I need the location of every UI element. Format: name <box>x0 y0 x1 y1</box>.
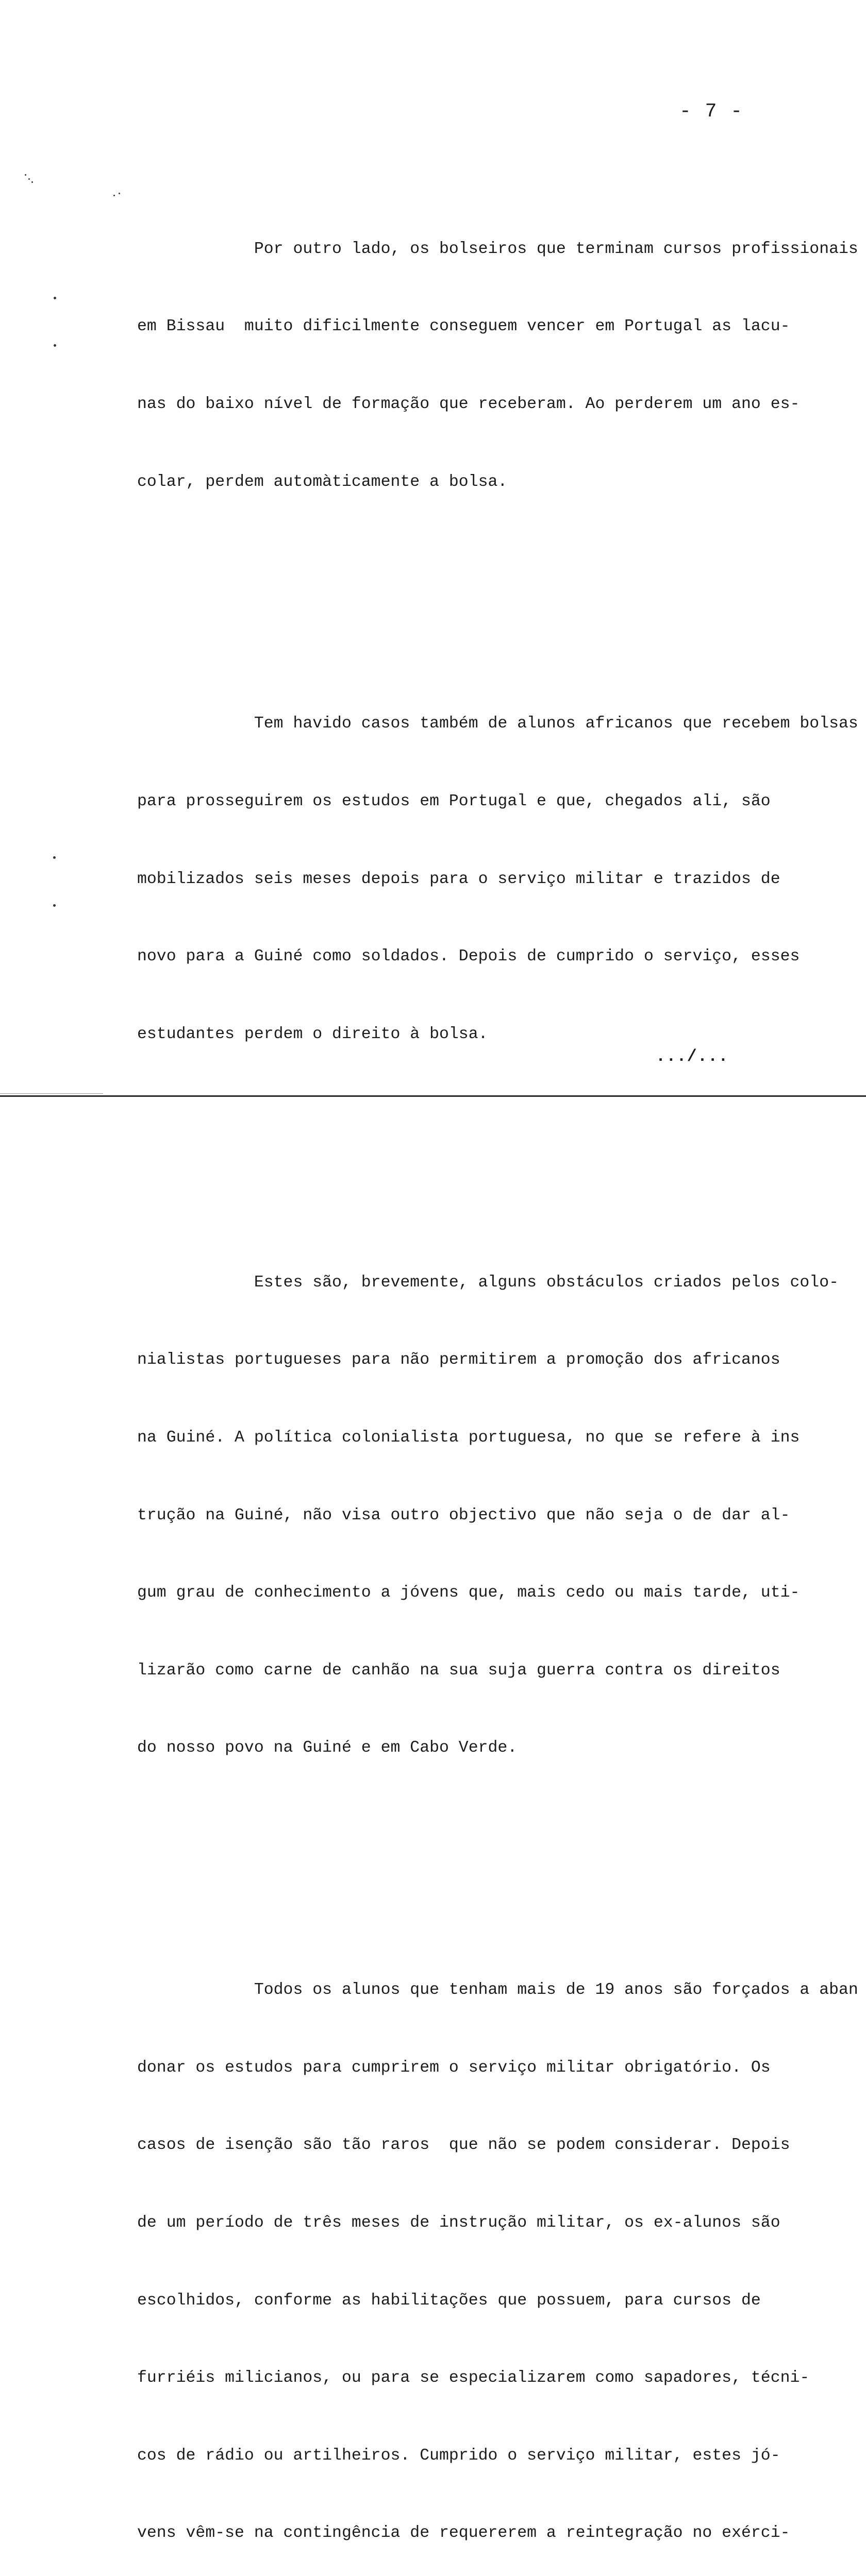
scan-speck <box>31 181 33 183</box>
paragraph-4 <box>137 1926 864 2576</box>
text-line: donar os estudos para cumprirem o serviço militar obrigatório. Os <box>137 2058 771 2077</box>
scan-speck <box>119 193 120 194</box>
text-line: estudantes perdem o direito à bolsa. <box>137 1025 488 1043</box>
text-line: gum grau de conhecimento a jóvens que, mais cedo ou mais tarde, uti- <box>137 1584 800 1602</box>
text-line: escolhidos, conforme as habilitações que possuem, para cursos de <box>137 2291 761 2310</box>
text-line: casos de isenção são tão raros que não se podem considerar. Depois <box>137 2136 790 2155</box>
scan-speck <box>53 856 56 859</box>
text-line: furriéis milicianos, ou para se especializarem como sapadores, técni- <box>137 2369 810 2387</box>
paragraph-2 <box>137 659 864 1099</box>
text-line: na Guiné. A política colonialista portuguesa, no que se refere à ins <box>137 1428 800 1447</box>
text-line: Estes são, brevemente, alguns obstáculos criados pelos colo- <box>137 1273 839 1292</box>
text-line: Por outro lado, os bolseiros que terminam cursos profissionais <box>137 240 858 258</box>
text-line: novo para a Guiné como soldados. Depois de cumprido o serviço, esses <box>137 947 800 966</box>
bottom-rule <box>0 1095 866 1097</box>
page-number: - 7 - <box>679 100 744 123</box>
text-line: mobilizados seis meses depois para o serviço militar e trazidos de <box>137 870 780 888</box>
scan-speck <box>28 178 30 180</box>
paragraph-1 <box>137 184 864 547</box>
scan-edge-line <box>0 1093 103 1094</box>
text-line: vens vêm-se na contingência de requererem a reintegração no exérci- <box>137 2524 790 2543</box>
scan-speck <box>54 344 56 347</box>
body-text <box>137 133 864 2576</box>
text-line: Todos os alunos que tenham mais de 19 anos são forçados a aban <box>137 1981 858 1999</box>
scan-speck <box>54 297 56 299</box>
text-line: cos de rádio ou artilheiros. Cumprido o serviço militar, estes jó- <box>137 2446 780 2465</box>
text-line: lizarão como carne de canhão na sua suja guerra contra os direitos <box>137 1661 780 1680</box>
text-line: do nosso povo na Guiné e em Cabo Verde. <box>137 1739 518 1757</box>
text-line: colar, perdem automàticamente a bolsa. <box>137 472 508 491</box>
text-line: para prosseguirem os estudos em Portugal e que, chegados ali, são <box>137 792 771 811</box>
text-line: de um período de três meses de instrução militar, os ex-alunos são <box>137 2214 780 2232</box>
text-line: nas do baixo nível de formação que receberam. Ao perderem um ano es- <box>137 395 800 414</box>
text-line: nialistas portugueses para não permitirem a promoção dos africanos <box>137 1351 780 1369</box>
text-line: Tem havido casos também de alunos africanos que recebem bolsas <box>137 715 858 733</box>
paragraph-3 <box>137 1218 864 1813</box>
text-line: em Bissau muito dificilmente conseguem vencer em Portugal as lacu- <box>137 317 790 336</box>
continuation-mark: .../... <box>656 1047 729 1066</box>
text-line: trução na Guiné, não visa outro objectivo que não seja o de dar al- <box>137 1506 790 1524</box>
scan-speck <box>113 195 115 196</box>
scan-speck <box>53 904 56 907</box>
scan-speck <box>25 174 26 176</box>
